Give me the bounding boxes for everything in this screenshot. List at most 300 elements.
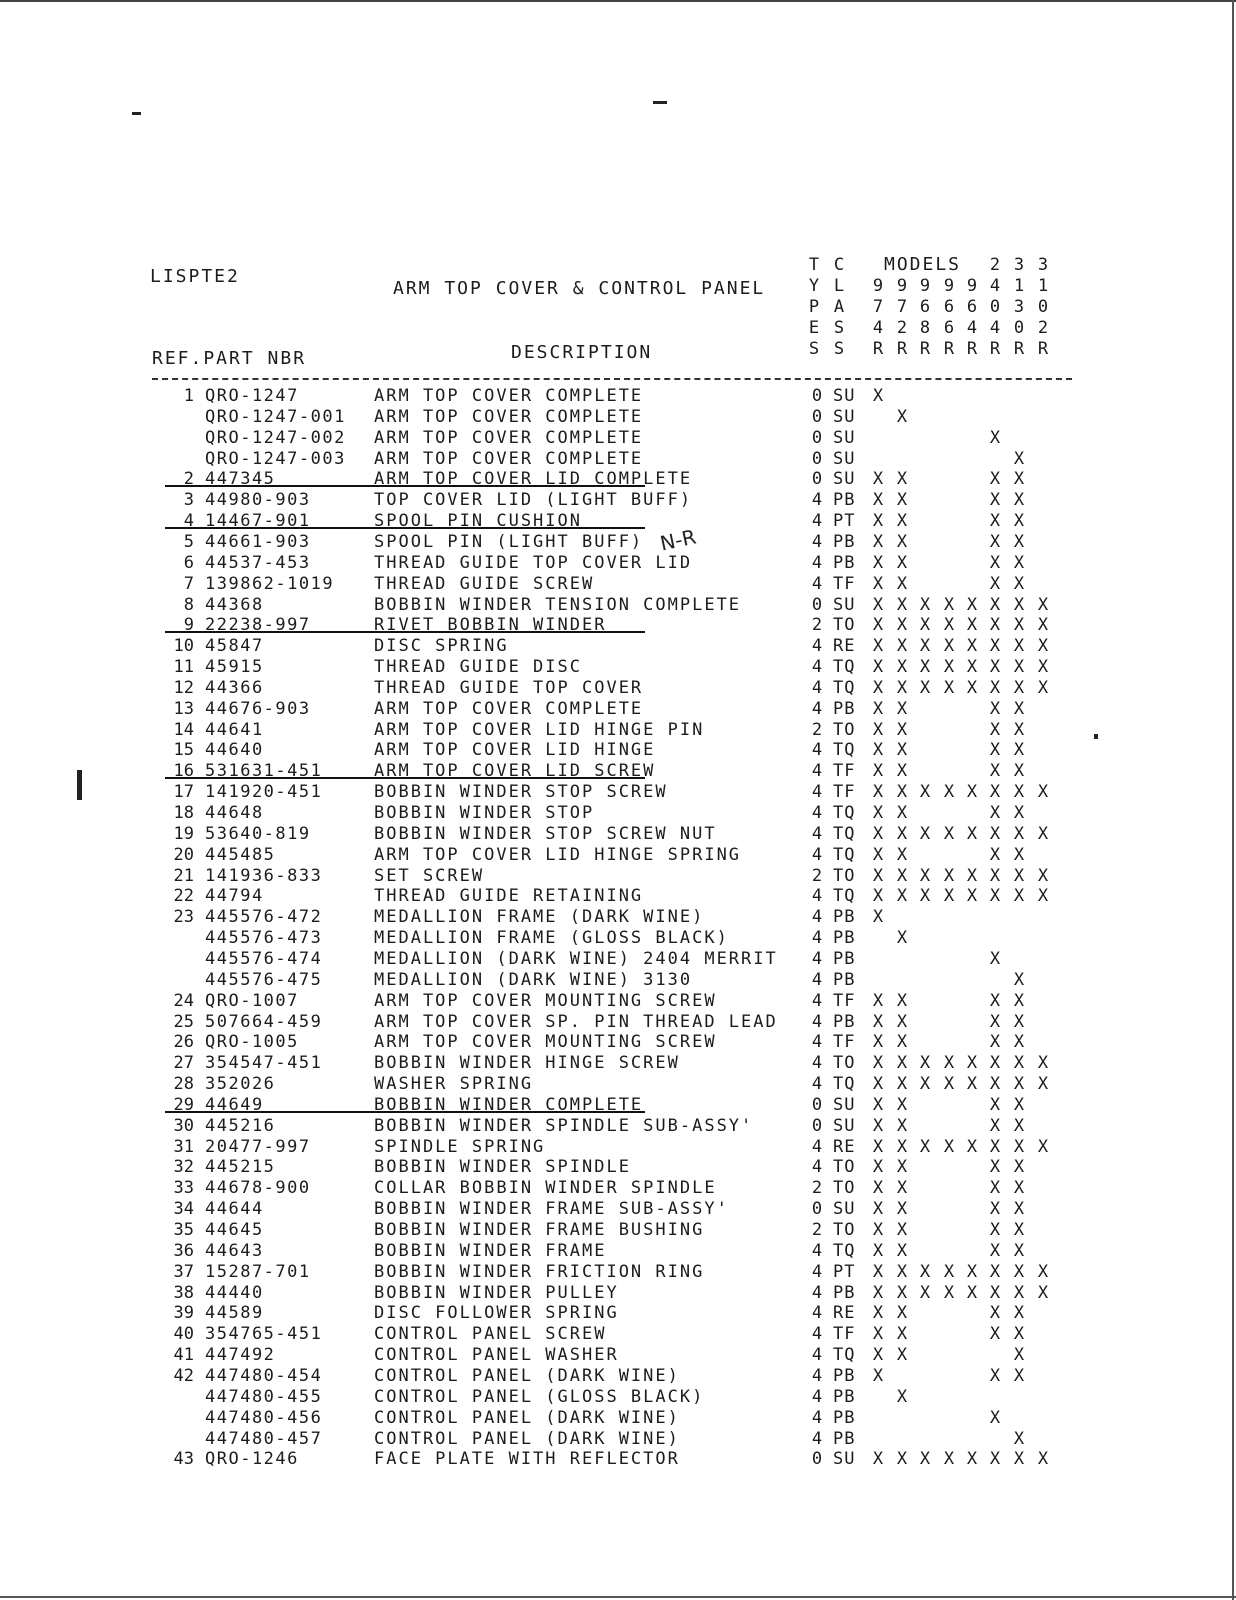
- type-code: 4: [811, 928, 823, 949]
- ref-number: 8: [183, 594, 194, 615]
- class-code: PB: [833, 948, 856, 969]
- ref-number: 36: [173, 1240, 194, 1261]
- model-mark: X: [1013, 803, 1025, 823]
- table-row: [0, 1283, 1236, 1304]
- document-title: ARM TOP COVER & CONTROL PANEL: [393, 278, 766, 299]
- class-code: TO: [833, 1178, 856, 1199]
- model-mark: X: [1013, 615, 1025, 636]
- model-mark: X: [872, 1094, 884, 1115]
- model-mark: X: [896, 698, 908, 719]
- model-mark: X: [1013, 823, 1025, 844]
- part-number: 44645: [205, 1220, 264, 1240]
- model-mark: X: [943, 865, 955, 886]
- description-header: DESCRIPTION: [511, 342, 653, 363]
- model-mark: X: [966, 1053, 978, 1074]
- strikethrough-line: [165, 777, 645, 779]
- model-mark: X: [943, 677, 955, 698]
- part-description: BOBBIN WINDER FRAME BUSHING: [374, 1220, 705, 1240]
- model-mark: X: [966, 1136, 978, 1157]
- part-number: 139862-1019: [205, 573, 335, 594]
- class-code: PB: [833, 1365, 856, 1386]
- model-mark: X: [989, 573, 1001, 594]
- model-mark: X: [1037, 1053, 1049, 1074]
- model-mark: X: [896, 615, 908, 636]
- model-mark: X: [872, 386, 884, 406]
- part-description: MEDALLION FRAME (DARK WINE): [374, 907, 705, 928]
- ref-number: 16: [173, 761, 194, 782]
- part-description: THREAD GUIDE SCREW: [374, 573, 595, 594]
- model-mark: X: [1037, 636, 1049, 657]
- class-code: PB: [833, 531, 856, 552]
- model-mark: X: [989, 698, 1001, 719]
- document-code: LISPTE2: [150, 266, 240, 287]
- model-mark: X: [872, 677, 884, 698]
- part-description: ARM TOP COVER COMPLETE: [374, 427, 644, 448]
- class-code: RE: [833, 1303, 856, 1324]
- class-code: TO: [833, 719, 856, 740]
- model-mark: X: [1013, 782, 1025, 803]
- model-mark: X: [1013, 573, 1025, 594]
- model-mark: X: [896, 782, 908, 803]
- class-code: TQ: [833, 844, 856, 865]
- model-mark: X: [872, 865, 884, 886]
- model-mark: X: [1013, 490, 1025, 511]
- ref-number: 34: [173, 1199, 194, 1220]
- class-code: TQ: [833, 886, 856, 907]
- table-row: [0, 1387, 1236, 1408]
- part-number: 44648: [205, 803, 264, 823]
- model-mark: X: [1013, 969, 1025, 990]
- type-code: 4: [811, 573, 823, 594]
- class-code: TF: [833, 761, 856, 782]
- model-mark: X: [989, 1220, 1001, 1240]
- part-description: BOBBIN WINDER FRAME SUB-ASSY': [374, 1199, 729, 1220]
- class-code: TO: [833, 1053, 856, 1074]
- ref-number: 42: [173, 1365, 194, 1386]
- part-number: 447345: [205, 469, 276, 490]
- ref-number: 19: [173, 823, 194, 844]
- model-mark: X: [1013, 1428, 1025, 1449]
- model-mark: X: [966, 594, 978, 615]
- model-mark: X: [896, 803, 908, 823]
- model-mark: X: [919, 1261, 931, 1282]
- part-number: 44644: [205, 1199, 264, 1220]
- table-row: [0, 1116, 1236, 1137]
- part-number: 44678-900: [205, 1178, 311, 1199]
- model-mark: X: [943, 1261, 955, 1282]
- table-row: [0, 1241, 1236, 1262]
- table-row: [0, 428, 1236, 449]
- model-mark: X: [896, 740, 908, 761]
- class-code: PB: [833, 907, 856, 928]
- model-mark: X: [896, 469, 908, 490]
- model-mark: X: [966, 823, 978, 844]
- table-row: [0, 449, 1236, 470]
- model-mark: X: [896, 886, 908, 907]
- model-mark: X: [872, 1365, 884, 1386]
- type-code: 4: [811, 1282, 823, 1303]
- model-mark: X: [872, 1345, 884, 1366]
- model-mark: X: [943, 594, 955, 615]
- table-row: [0, 803, 1236, 824]
- model-mark: X: [1013, 657, 1025, 678]
- ref-number: 9: [183, 615, 194, 636]
- model-mark: X: [1037, 865, 1049, 886]
- class-code: PB: [833, 1407, 856, 1428]
- part-number: 44649: [205, 1094, 264, 1115]
- model-mark: X: [1013, 844, 1025, 865]
- ref-number: 3: [183, 490, 194, 511]
- class-code: TQ: [833, 803, 856, 823]
- model-mark: X: [896, 865, 908, 886]
- model-mark: X: [872, 1220, 884, 1240]
- model-mark: X: [1013, 1011, 1025, 1032]
- table-row: [0, 928, 1236, 949]
- model-mark: X: [896, 531, 908, 552]
- class-code: TO: [833, 615, 856, 636]
- model-mark: X: [1013, 865, 1025, 886]
- model-mark: X: [1013, 1240, 1025, 1261]
- class-code: PT: [833, 1261, 856, 1282]
- model-mark: X: [989, 1053, 1001, 1074]
- part-number: 22238-997: [205, 615, 311, 636]
- ref-number: 24: [173, 990, 194, 1011]
- model-mark: X: [989, 531, 1001, 552]
- model-mark: X: [989, 615, 1001, 636]
- model-mark: X: [896, 1074, 908, 1095]
- model-mark: X: [966, 1261, 978, 1282]
- model-mark: X: [872, 782, 884, 803]
- type-code: 4: [811, 490, 823, 511]
- types-header: T Y P E S: [808, 255, 820, 359]
- ref-number: 25: [173, 1011, 194, 1032]
- model-mark: X: [989, 1094, 1001, 1115]
- class-code: TF: [833, 1324, 856, 1345]
- model-mark: X: [896, 406, 908, 427]
- model-mark: X: [1013, 740, 1025, 761]
- model-mark: X: [989, 740, 1001, 761]
- part-number: 445576-475: [205, 969, 323, 990]
- class-code: TQ: [833, 657, 856, 678]
- part-description: CONTROL PANEL (DARK WINE): [374, 1428, 680, 1449]
- part-number: QRO-1246: [205, 1449, 299, 1470]
- model-mark: X: [1013, 677, 1025, 698]
- table-row: [0, 1303, 1236, 1324]
- ref-number: 31: [173, 1136, 194, 1157]
- model-mark: X: [896, 490, 908, 511]
- part-description: ARM TOP COVER LID HINGE: [374, 740, 656, 761]
- model-mark: X: [1013, 511, 1025, 532]
- type-code: 4: [811, 1136, 823, 1157]
- part-description: THREAD GUIDE DISC: [374, 657, 582, 678]
- model-mark: X: [989, 636, 1001, 657]
- ref-number: 2: [183, 469, 194, 490]
- model-mark: X: [1037, 1074, 1049, 1095]
- model-mark: X: [1013, 1199, 1025, 1220]
- ref-number: 29: [173, 1094, 194, 1115]
- model-mark: X: [896, 1345, 908, 1366]
- part-number: 352026: [205, 1074, 276, 1095]
- part-description: BOBBIN WINDER STOP: [374, 803, 595, 823]
- table-row: [0, 761, 1236, 782]
- model-mark: X: [966, 615, 978, 636]
- part-number: 44640: [205, 740, 264, 761]
- part-number: QRO-1005: [205, 1032, 299, 1053]
- part-description: ARM TOP COVER LID HINGE PIN: [374, 719, 705, 740]
- ref-number: 23: [173, 907, 194, 928]
- ref-number: 27: [173, 1053, 194, 1074]
- table-row: [0, 1366, 1236, 1387]
- model-mark: X: [943, 782, 955, 803]
- table-row: [0, 615, 1236, 636]
- model-mark: X: [896, 1094, 908, 1115]
- ref-number: 15: [173, 740, 194, 761]
- model-mark: X: [1037, 594, 1049, 615]
- class-code: SU: [833, 1449, 856, 1470]
- part-description: ARM TOP COVER COMPLETE: [374, 448, 644, 469]
- model-mark: X: [966, 886, 978, 907]
- part-description: ARM TOP COVER SP. PIN THREAD LEAD: [374, 1011, 778, 1032]
- model-mark: X: [989, 1449, 1001, 1470]
- table-row: [0, 907, 1236, 928]
- model-mark: X: [872, 1136, 884, 1157]
- class-code: SU: [833, 1115, 856, 1136]
- part-description: CONTROL PANEL WASHER: [374, 1345, 619, 1366]
- model-mark: X: [943, 615, 955, 636]
- model-mark: X: [896, 990, 908, 1011]
- type-code: 4: [811, 990, 823, 1011]
- model-mark: X: [872, 1199, 884, 1220]
- part-description: CONTROL PANEL SCREW: [374, 1324, 607, 1345]
- model-mark: X: [989, 677, 1001, 698]
- table-row: [0, 720, 1236, 741]
- type-code: 4: [811, 1365, 823, 1386]
- model-mark: X: [989, 1136, 1001, 1157]
- ref-number: 6: [183, 552, 194, 573]
- ref-number: 38: [173, 1282, 194, 1303]
- model-mark: X: [872, 803, 884, 823]
- ref-number: 13: [173, 698, 194, 719]
- ref-number: 26: [173, 1032, 194, 1053]
- model-mark: X: [872, 490, 884, 511]
- model-mark: X: [966, 657, 978, 678]
- class-code: TO: [833, 865, 856, 886]
- type-code: 2: [811, 1178, 823, 1199]
- class-code: SU: [833, 1094, 856, 1115]
- model-mark: X: [943, 1449, 955, 1470]
- model-mark: X: [919, 886, 931, 907]
- table-row: [0, 386, 1236, 407]
- model-mark: X: [989, 719, 1001, 740]
- part-description: BOBBIN WINDER HINGE SCREW: [374, 1053, 680, 1074]
- part-number: 44368: [205, 594, 264, 615]
- part-description: MEDALLION FRAME (GLOSS BLACK): [374, 928, 729, 949]
- type-code: 0: [811, 406, 823, 427]
- part-description: THREAD GUIDE TOP COVER: [374, 677, 644, 698]
- table-row: [0, 1137, 1236, 1158]
- table-row: [0, 1408, 1236, 1429]
- model-mark: X: [872, 636, 884, 657]
- model-mark: X: [896, 719, 908, 740]
- class-code: TQ: [833, 1345, 856, 1366]
- part-description: SPOOL PIN CUSHION: [374, 511, 582, 532]
- model-mark: X: [896, 1011, 908, 1032]
- model-mark: X: [1013, 1365, 1025, 1386]
- handwritten-note: N-R: [657, 524, 699, 556]
- model-mark: X: [919, 782, 931, 803]
- ref-number: 39: [173, 1303, 194, 1324]
- model-mark: X: [1013, 1157, 1025, 1178]
- type-code: 2: [811, 1220, 823, 1240]
- table-row: [0, 1449, 1236, 1470]
- part-number: 447480-455: [205, 1386, 323, 1407]
- table-row: [0, 678, 1236, 699]
- ref-part-header: REF.PART NBR: [152, 348, 307, 369]
- model-mark: X: [872, 511, 884, 532]
- model-mark: X: [1013, 1053, 1025, 1074]
- table-row: [0, 1199, 1236, 1220]
- model-mark: X: [896, 1157, 908, 1178]
- part-number: 44794: [205, 886, 264, 907]
- model-mark: X: [919, 636, 931, 657]
- part-description: WASHER SPRING: [374, 1074, 534, 1095]
- part-number: 44537-453: [205, 552, 311, 573]
- model-mark: X: [872, 886, 884, 907]
- part-number: 44589: [205, 1303, 264, 1324]
- type-code: 4: [811, 511, 823, 532]
- part-description: SET SCREW: [374, 865, 485, 886]
- ref-number: 12: [173, 677, 194, 698]
- type-code: 4: [811, 1032, 823, 1053]
- type-code: 0: [811, 427, 823, 448]
- model-mark: X: [1013, 531, 1025, 552]
- model-mark: X: [989, 886, 1001, 907]
- ref-number: 41: [173, 1345, 194, 1366]
- model-mark: X: [872, 1053, 884, 1074]
- model-mark: X: [872, 1324, 884, 1345]
- ref-number: 10: [173, 636, 194, 657]
- model-mark: X: [919, 865, 931, 886]
- class-code: PB: [833, 490, 856, 511]
- model-mark: X: [896, 844, 908, 865]
- scan-speck: [132, 112, 141, 115]
- model-mark: X: [872, 823, 884, 844]
- class-code: PB: [833, 552, 856, 573]
- part-description: ARM TOP COVER LID HINGE SPRING: [374, 844, 742, 865]
- model-mark: X: [896, 1220, 908, 1240]
- models-header: MODELS: [884, 254, 962, 275]
- model-mark: X: [989, 1261, 1001, 1282]
- type-code: 0: [811, 386, 823, 406]
- model-mark: X: [896, 677, 908, 698]
- ref-number: 37: [173, 1261, 194, 1282]
- part-description: DISC SPRING: [374, 636, 509, 657]
- class-code: TQ: [833, 740, 856, 761]
- type-code: 0: [811, 469, 823, 490]
- model-mark: X: [966, 636, 978, 657]
- part-description: ARM TOP COVER COMPLETE: [374, 406, 644, 427]
- model-mark: X: [1013, 1032, 1025, 1053]
- model-mark: X: [989, 1011, 1001, 1032]
- model-mark: X: [872, 1282, 884, 1303]
- ref-number: 11: [173, 657, 194, 678]
- class-code: TQ: [833, 1240, 856, 1261]
- part-number: 20477-997: [205, 1136, 311, 1157]
- part-number: 354547-451: [205, 1053, 323, 1074]
- model-mark: X: [943, 1074, 955, 1095]
- part-description: DISC FOLLOWER SPRING: [374, 1303, 619, 1324]
- model-mark: X: [1013, 886, 1025, 907]
- model-mark: X: [1013, 1074, 1025, 1095]
- header-separator: [152, 378, 1072, 380]
- model-mark: X: [1013, 990, 1025, 1011]
- type-code: 4: [811, 761, 823, 782]
- table-row: [0, 866, 1236, 887]
- model-mark: X: [989, 427, 1001, 448]
- ref-number: 5: [183, 531, 194, 552]
- part-number: 141920-451: [205, 782, 323, 803]
- strikethrough-line: [165, 1111, 645, 1113]
- table-row: [0, 1053, 1236, 1074]
- model-mark: X: [896, 657, 908, 678]
- class-code: TF: [833, 990, 856, 1011]
- model-mark: X: [872, 1303, 884, 1324]
- part-number: 44366: [205, 677, 264, 698]
- model-mark: X: [1013, 1303, 1025, 1324]
- part-description: ARM TOP COVER LID SCREW: [374, 761, 656, 782]
- model-mark: X: [989, 990, 1001, 1011]
- model-mark: X: [896, 552, 908, 573]
- table-row: [0, 1220, 1236, 1241]
- part-number: 44661-903: [205, 531, 311, 552]
- type-code: 4: [811, 907, 823, 928]
- type-code: 4: [811, 823, 823, 844]
- model-mark: X: [966, 782, 978, 803]
- model-mark: X: [896, 573, 908, 594]
- model-header-968R: 9 6 8 R: [919, 276, 931, 359]
- model-header-974R: 9 7 4 R: [872, 276, 884, 359]
- model-mark: X: [896, 1032, 908, 1053]
- model-mark: X: [872, 1011, 884, 1032]
- type-code: 4: [811, 1053, 823, 1074]
- model-mark: X: [872, 1261, 884, 1282]
- model-mark: X: [989, 948, 1001, 969]
- model-mark: X: [989, 552, 1001, 573]
- type-code: 4: [811, 948, 823, 969]
- model-mark: X: [943, 1136, 955, 1157]
- type-code: 4: [811, 740, 823, 761]
- model-mark: X: [943, 823, 955, 844]
- ref-number: 7: [183, 573, 194, 594]
- model-mark: X: [989, 1324, 1001, 1345]
- model-mark: X: [1013, 761, 1025, 782]
- type-code: 4: [811, 1386, 823, 1407]
- type-code: 4: [811, 1407, 823, 1428]
- ref-number: 43: [173, 1449, 194, 1470]
- model-mark: X: [896, 1261, 908, 1282]
- ref-number: 40: [173, 1324, 194, 1345]
- part-description: BOBBIN WINDER TENSION COMPLETE: [374, 594, 742, 615]
- model-mark: X: [872, 657, 884, 678]
- class-code: SU: [833, 1199, 856, 1220]
- model-mark: X: [896, 823, 908, 844]
- model-mark: X: [943, 1053, 955, 1074]
- type-code: 4: [811, 531, 823, 552]
- model-mark: X: [872, 1115, 884, 1136]
- type-code: 4: [811, 552, 823, 573]
- part-description: FACE PLATE WITH REFLECTOR: [374, 1449, 680, 1470]
- model-mark: X: [943, 657, 955, 678]
